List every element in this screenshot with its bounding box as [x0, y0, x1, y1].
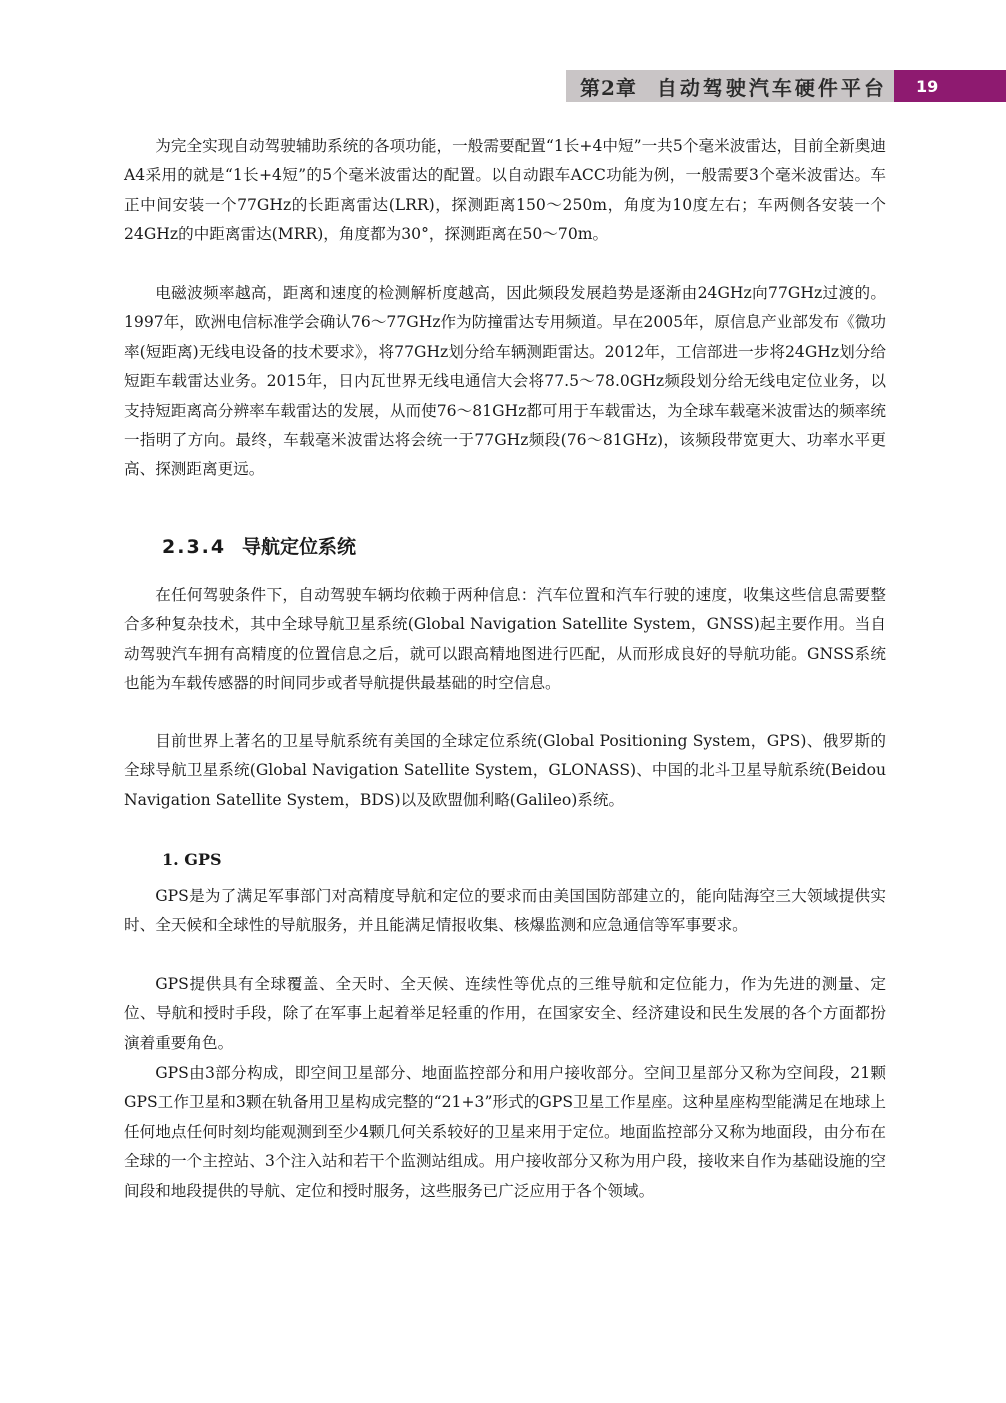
paragraph: 在任何驾驶条件下，自动驾驶车辆均依赖于两种信息：汽车位置和汽车行驶的速度，收集这些信息需要整合多种复杂技术，其中全球导航卫星系统(Global Navigation Satellite System，GNSS)起主要作用。当自动驾驶汽车拥有高精度的位置信息之后，就可以跟高精地图进行匹配，从而形成良好的导航功能。GNSS系统也能为车载传感器的时间同步或者导航提供最基础的时空信息。	[124, 586, 886, 693]
page-number: 19	[894, 70, 1006, 102]
section-number: 2.3.4	[162, 536, 227, 558]
running-header	[566, 70, 894, 102]
paragraph: GPS提供具有全球覆盖、全天时、全天候、连续性等优点的三维导航和定位能力，作为先进的测量、定位、导航和授时手段，除了在军事上起着举足轻重的作用，在国家安全、经济建设和民生发展的各个方面都扮演着重要角色。	[124, 975, 886, 1052]
paragraph: GPS是为了满足军事部门对高精度导航和定位的要求而由美国国防部建立的，能向陆海空三大领域提供实时、全天候和全球性的导航服务，并且能满足情报收集、核爆监测和应急通信等军事要求。	[124, 887, 886, 935]
paragraph: 电磁波频率越高，距离和速度的检测解析度越高，因此频段发展趋势是逐渐由24GHz向77GHz过渡的。1997年，欧洲电信标准学会确认76～77GHz作为防撞雷达专用频道。早在2005年，原信息产业部发布《微功率(短距离)无线电设备的技术要求》，将77GHz划分给车辆测距雷达。2012年，工信部进一步将24GHz划分给短距车载雷达业务。2015年，日内瓦世界无线电通信大会将77.5～78.0GHz频段划分给无线电定位业务，以支持短距离高分辨率车载雷达的发展，从而使76～81GHz都可用于车载雷达，为全球车载毫米波雷达的频率统一指明了方向。最终，车载毫米波雷达将会统一于77GHz频段(76～81GHz)，该频段带宽更大、功率水平更高、探测距离更远。	[124, 284, 886, 479]
section-heading	[162, 532, 356, 559]
paragraph: 为完全实现自动驾驶辅助系统的各项功能，一般需要配置“1长+4中短”一共5个毫米波雷达，目前全新奥迪A4采用的就是“1长+4短”的5个毫米波雷达的配置。以自动跟车ACC功能为例，一般需要3个毫米波雷达。车正中间安装一个77GHz的长距离雷达(LRR)，探测距离150～250m，角度为10度左右；车两侧各安装一个24GHz的中距离雷达(MRR)，角度都为30°，探测距离在50～70m。	[124, 137, 886, 244]
section-title: 导航定位系统	[242, 536, 357, 558]
subsection-heading: 1. GPS	[162, 850, 222, 869]
paragraph: GPS由3部分构成，即空间卫星部分、地面监控部分和用户接收部分。空间卫星部分又称为空间段，21颗GPS工作卫星和3颗在轨备用卫星构成完整的“21+3”形式的GPS卫星工作星座。这种星座构型能满足在地球上任何地点任何时刻均能观测到至少4颗几何关系较好的卫星来用于定位。地面监控部分又称为地面段，由分布在全球的一个主控站、3个注入站和若干个监测站组成。用户接收部分又称为用户段，接收来自作为基础设施的空间段和地段提供的导航、定位和授时服务，这些服务已广泛应用于各个领域。	[124, 1064, 886, 1200]
chapter-label: 第2章	[580, 75, 637, 100]
chapter-title: 自动驾驶汽车硬件平台	[656, 75, 887, 100]
paragraph: 目前世界上著名的卫星导航系统有美国的全球定位系统(Global Positioning System，GPS)、俄罗斯的全球导航卫星系统(Global Navigation Satellite System，GLONASS)、中国的北斗卫星导航系统(Beidou Navigation Satellite System，BDS)以及欧盟伽利略(Galileo)系统。	[124, 732, 886, 809]
